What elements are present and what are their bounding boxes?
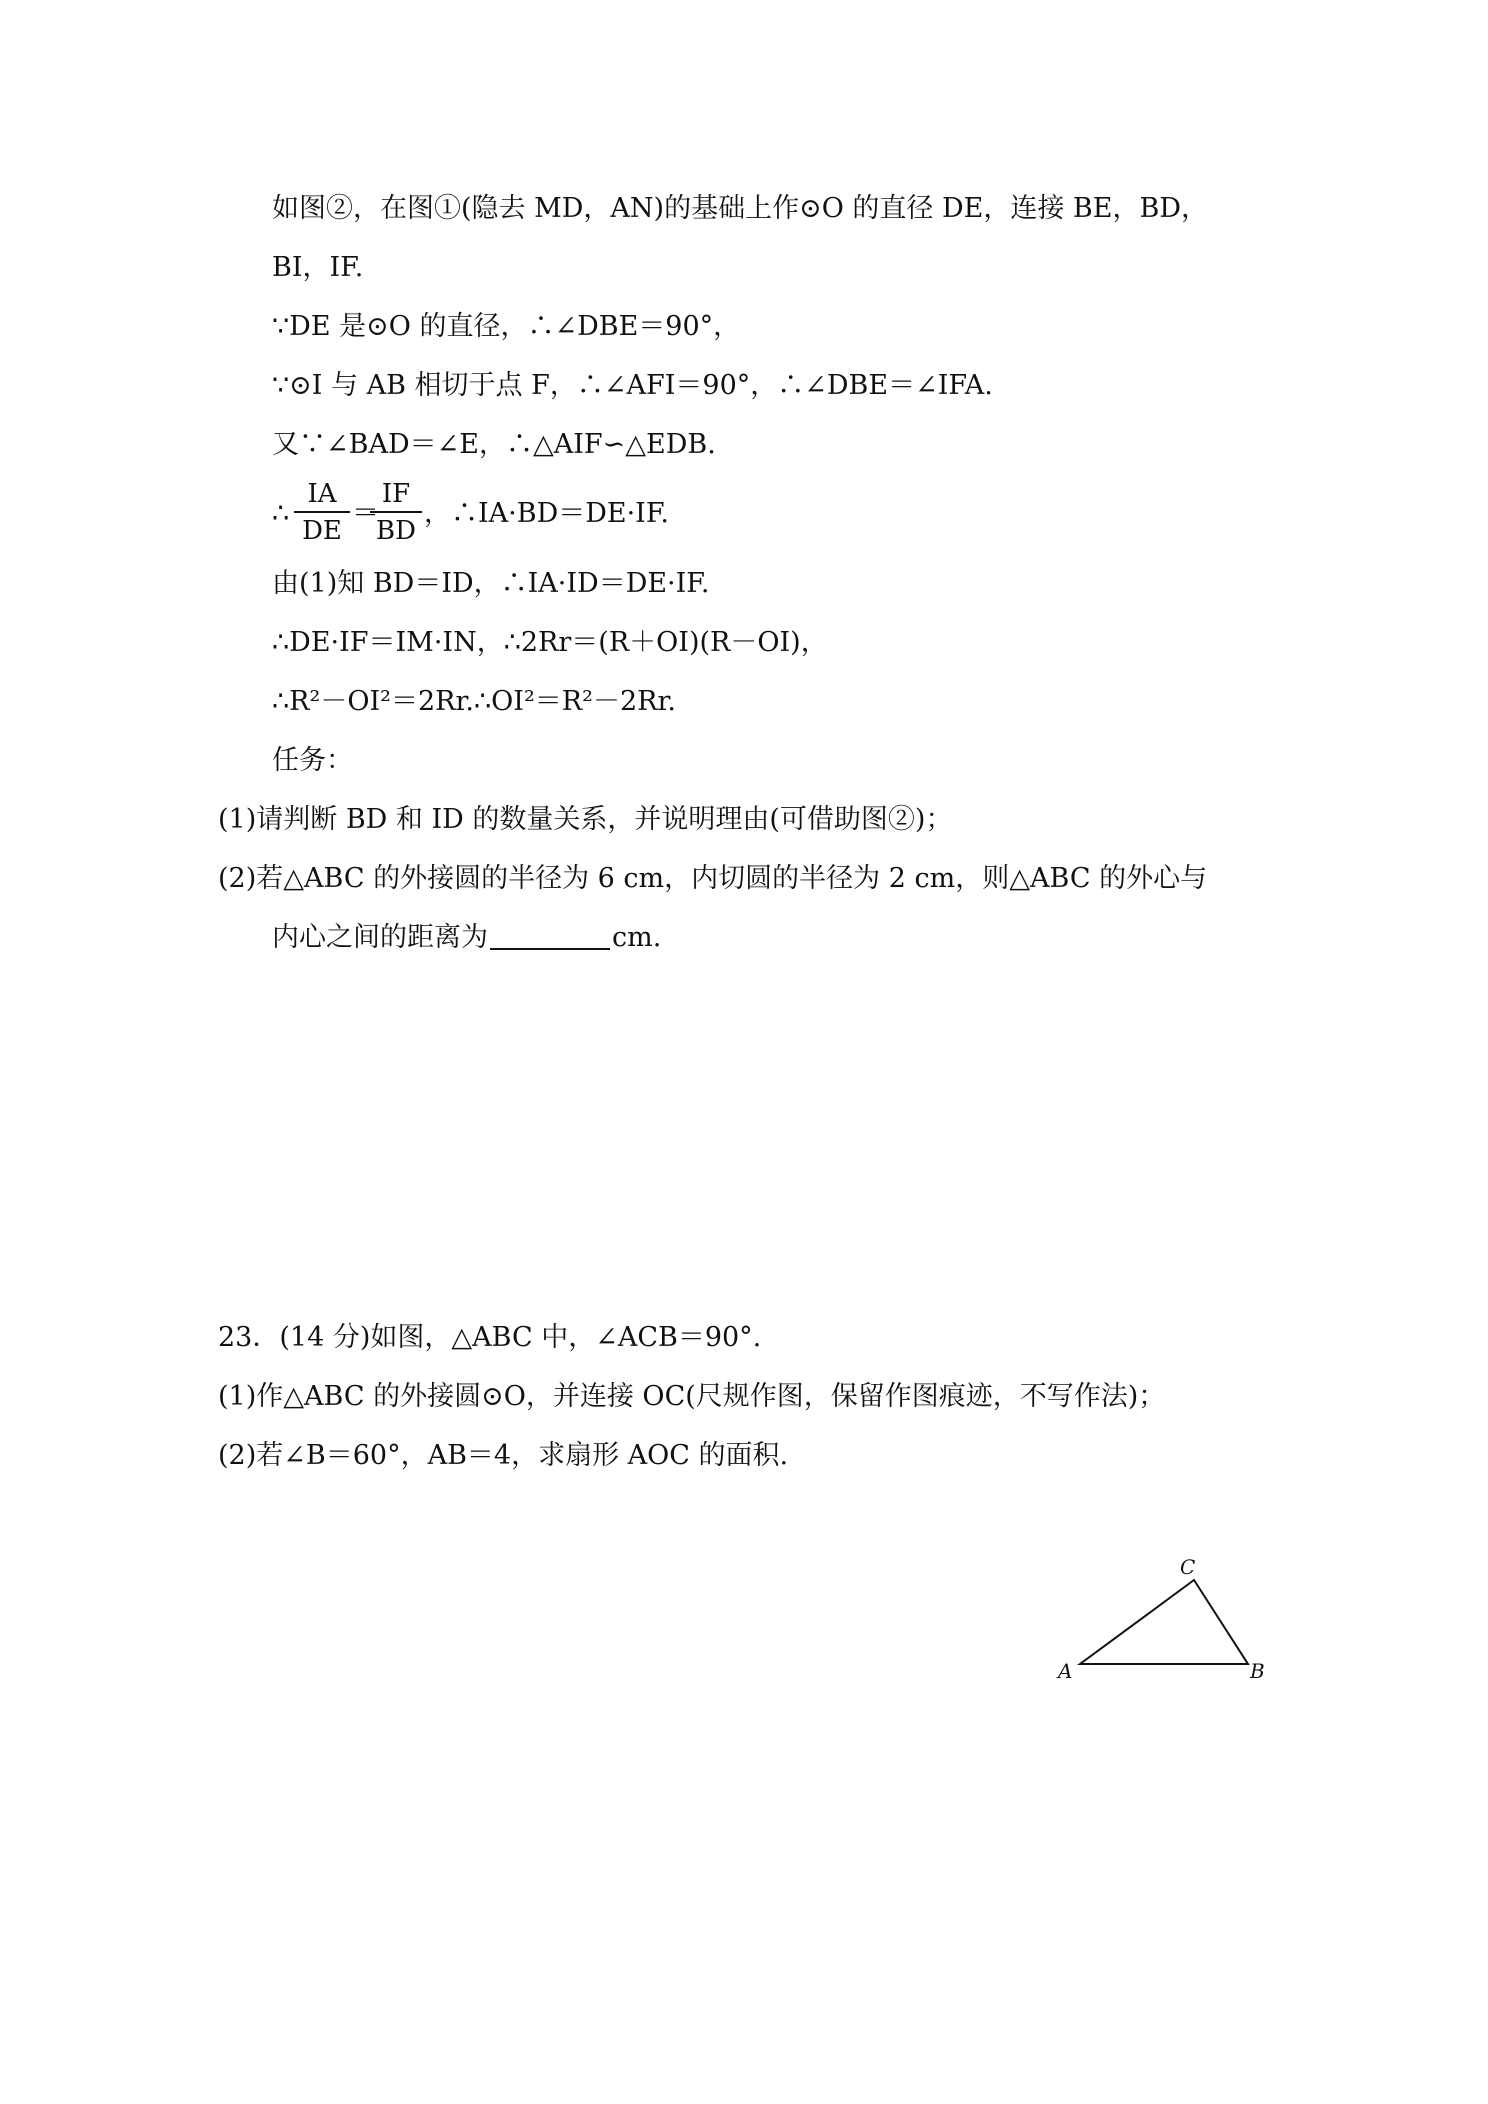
task-2-line-2-suffix: cm.	[612, 922, 662, 953]
proof-line-2: BI，IF.	[272, 252, 364, 283]
proof-line-4: ∵⊙I 与 AB 相切于点 F，∴∠AFI＝90°，∴∠DBE＝∠IFA.	[272, 370, 993, 401]
proof-line-1: 如图②，在图①(隐去 MD，AN)的基础上作⊙O 的直径 DE，连接 BE，BD，	[272, 193, 1208, 224]
fraction-1-numerator: IA	[307, 479, 337, 509]
task-label: 任务：	[272, 745, 353, 776]
task-2-line-1: (2)若△ABC 的外接圆的半径为 6 cm，内切圆的半径为 2 cm，则△ABC 的外心与	[218, 863, 1208, 894]
question-23-header: 23．(14 分)如图，△ABC 中，∠ACB＝90°.	[218, 1322, 762, 1353]
proof-line-8: ∴DE·IF＝IM·IN，∴2Rr＝(R＋OI)(R－OI)，	[272, 627, 828, 658]
fraction-equals: ＝	[352, 498, 379, 529]
task-2-line-2-prefix: 内心之间的距离为	[272, 922, 488, 953]
fraction-2-denominator: BD	[376, 516, 416, 546]
proof-line-3: ∵DE 是⊙O 的直径，∴∠DBE＝90°，	[272, 311, 741, 342]
proof-line-5: 又∵∠BAD＝∠E，∴△AIF∽△EDB.	[272, 429, 716, 460]
question-23-part-2: (2)若∠B＝60°，AB＝4，求扇形 AOC 的面积.	[218, 1440, 789, 1471]
label-c: C	[1180, 1555, 1196, 1579]
proof-line-6-suffix: ，∴IA·BD＝DE·IF.	[424, 498, 669, 529]
proof-line-7: 由(1)知 BD＝ID，∴IA·ID＝DE·IF.	[272, 568, 710, 599]
proof-line-6-prefix: ∴	[272, 498, 290, 529]
fraction-2-numerator: IF	[381, 479, 411, 509]
triangle-abc	[1080, 1580, 1248, 1664]
task-1: (1)请判断 BD 和 ID 的数量关系，并说明理由(可借助图②)；	[218, 804, 953, 835]
fraction-1-denominator: DE	[302, 516, 342, 546]
label-a: A	[1058, 1659, 1073, 1683]
question-23-part-1: (1)作△ABC 的外接圆⊙O，并连接 OC(尺规作图，保留作图痕迹，不写作法)；	[218, 1381, 1166, 1412]
label-b: B	[1250, 1659, 1265, 1683]
proof-line-9: ∴R²－OI²＝2Rr.∴OI²＝R²－2Rr.	[272, 686, 676, 717]
